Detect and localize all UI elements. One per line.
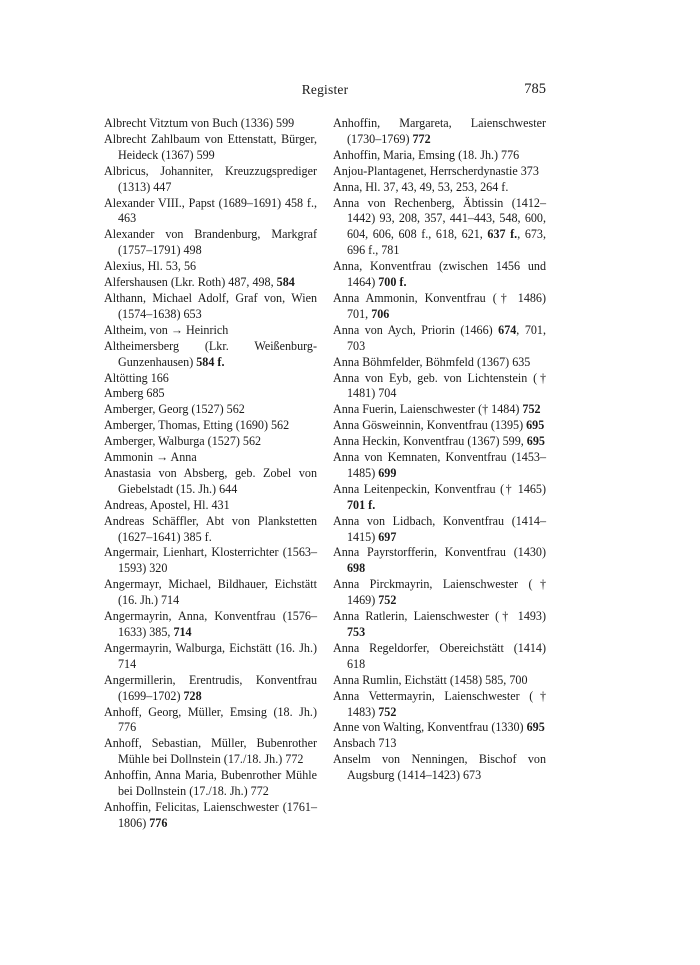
index-entry bbox=[104, 164, 317, 196]
entry-text: Ammonin → Anna bbox=[104, 450, 197, 465]
entry-text: Alexander von Brandenburg, Markgraf (1757–1791) 498 bbox=[104, 227, 317, 258]
entry-text: Anna Leitenpeckin, Konventfrau († 1465) bbox=[333, 481, 546, 496]
entry-bold-page: 772 bbox=[412, 131, 431, 146]
entry-bold-page: 695 bbox=[526, 434, 545, 449]
entry-text: Angermillerin, Erentrudis, Konventfrau (1699–1702) bbox=[104, 672, 317, 703]
index-entry bbox=[104, 291, 317, 323]
index-entry bbox=[333, 116, 546, 148]
index-entry bbox=[333, 323, 546, 355]
entry-text: Anna Ratlerin, Laienschwester († 1493) bbox=[333, 609, 546, 624]
index-entry bbox=[104, 466, 317, 498]
index-entry bbox=[104, 386, 317, 402]
entry-text: Anna von Aych, Priorin (1466) bbox=[333, 322, 499, 337]
entry-text: Anastasia von Absberg, geb. Zobel von Giebelstadt (15. Jh.) 644 bbox=[104, 465, 317, 496]
index-entry bbox=[333, 196, 546, 260]
entry-text: Angermayr, Michael, Bildhauer, Eichstätt (16. Jh.) 714 bbox=[104, 577, 317, 608]
index-entry bbox=[104, 339, 317, 371]
entry-bold-page: 699 bbox=[378, 465, 397, 480]
index-column-right bbox=[333, 116, 546, 784]
index-entry bbox=[333, 689, 546, 721]
entry-text: Anna Böhmfelder, Böhmfeld (1367) 635 bbox=[333, 354, 531, 369]
entry-bold-page: 584 bbox=[276, 275, 295, 290]
index-entry bbox=[104, 323, 317, 339]
index-entry bbox=[333, 164, 546, 180]
index-entry bbox=[333, 180, 546, 196]
entry-text: Anselm von Nenningen, Bischof von Augsburg (1414–1423) 673 bbox=[333, 752, 546, 783]
entry-bold-page: 752 bbox=[522, 402, 541, 417]
entry-text: Anna Fuerin, Laienschwester († 1484) bbox=[333, 402, 523, 417]
index-entry bbox=[333, 482, 546, 514]
entry-bold-page: 776 bbox=[149, 815, 168, 830]
entry-text: Anna Payrstorfferin, Konventfrau (1430) bbox=[333, 545, 546, 560]
index-entry bbox=[333, 514, 546, 546]
index-entry bbox=[104, 227, 317, 259]
page-number: 785 bbox=[524, 81, 546, 97]
entry-text: Anhoffin, Felicitas, Laienschwester (1761–1806) bbox=[104, 799, 317, 830]
index-entry bbox=[104, 275, 317, 291]
index-entry bbox=[104, 673, 317, 705]
entry-bold-page: 752 bbox=[378, 593, 397, 608]
index-entry bbox=[104, 768, 317, 800]
index-entry bbox=[104, 196, 317, 228]
entry-text: Amberg 685 bbox=[104, 386, 165, 401]
index-entry bbox=[104, 609, 317, 641]
entry-text: Alexander VIII., Papst (1689–1691) 458 f., 463 bbox=[104, 195, 317, 226]
running-title: Register bbox=[301, 82, 349, 97]
index-entry bbox=[104, 641, 317, 673]
entry-text: Amberger, Walburga (1527) 562 bbox=[104, 434, 262, 449]
entry-text: Altheimersberg (Lkr. Weißenburg-Gunzenhausen) bbox=[104, 338, 317, 369]
entry-text: Ansbach 713 bbox=[333, 736, 397, 751]
index-entry bbox=[104, 705, 317, 737]
index-entry bbox=[104, 545, 317, 577]
entry-text: Albricus, Johanniter, Kreuzzugsprediger (1313) 447 bbox=[104, 163, 317, 194]
entry-text: Anna Regeldorfer, Obereichstätt (1414) 618 bbox=[333, 640, 546, 671]
index-column-left bbox=[104, 116, 317, 832]
entry-text: Altötting 166 bbox=[104, 370, 169, 385]
entry-text: Angermair, Lienhart, Klosterrichter (1563–1593) 320 bbox=[104, 545, 317, 576]
entry-text: Amberger, Georg (1527) 562 bbox=[104, 402, 245, 417]
entry-bold-page: 637 f. bbox=[487, 227, 518, 242]
index-entry bbox=[333, 450, 546, 482]
entry-text-tail: , 701, 703 bbox=[347, 322, 546, 353]
index-entry bbox=[104, 736, 317, 768]
index-entry bbox=[104, 116, 317, 132]
entry-bold-page: 753 bbox=[347, 625, 366, 639]
entry-bold-page: 706 bbox=[371, 306, 390, 321]
entry-text-tail: , 673, 696 f., 781 bbox=[347, 227, 546, 258]
entry-text: Angermayrin, Anna, Konventfrau (1576–1633) 385, bbox=[104, 609, 317, 639]
entry-bold-page: 701 f. bbox=[347, 497, 376, 512]
entry-bold-page: 698 bbox=[347, 561, 366, 576]
index-entry bbox=[333, 641, 546, 673]
index-entry bbox=[104, 800, 317, 832]
entry-text: Anna Gösweinnin, Konventfrau (1395) bbox=[333, 418, 527, 433]
entry-text: Altheim, von → Heinrich bbox=[104, 322, 229, 337]
entry-text: Anhoffin, Margareta, Laienschwester (1730–1769) bbox=[333, 116, 546, 146]
index-entry bbox=[104, 418, 317, 434]
index-entry bbox=[333, 418, 546, 434]
entry-text: Andreas Schäffler, Abt von Plankstetten (1627–1641) 385 f. bbox=[104, 513, 317, 544]
index-entry bbox=[333, 402, 546, 418]
entry-bold-page: 714 bbox=[173, 625, 192, 639]
index-entry bbox=[104, 402, 317, 418]
entry-bold-page: 584 f. bbox=[196, 354, 225, 369]
entry-text: Anna Pirckmayrin, Laienschwester († 1469) bbox=[333, 577, 546, 608]
entry-bold-page: 674 bbox=[498, 322, 517, 337]
index-entry bbox=[333, 673, 546, 689]
index-entry bbox=[333, 291, 546, 323]
entry-text: Anjou-Plantagenet, Herrscherdynastie 373 bbox=[333, 163, 539, 178]
entry-text: Anne von Walting, Konventfrau (1330) bbox=[333, 720, 527, 735]
entry-text: Anhoff, Georg, Müller, Emsing (18. Jh.) 776 bbox=[104, 704, 317, 735]
entry-text: Anhoffin, Anna Maria, Bubenrother Mühle bei Dollnstein (17./18. Jh.) 772 bbox=[104, 768, 317, 799]
index-entry bbox=[104, 259, 317, 275]
index-entry bbox=[104, 577, 317, 609]
entry-text: Anna von Kemnaten, Konventfrau (1453–1485) bbox=[333, 450, 546, 480]
entry-text: Anna von Eyb, geb. von Lichtenstein († 1481) 704 bbox=[333, 370, 546, 401]
index-entry bbox=[333, 545, 546, 577]
entry-text: Anna Heckin, Konventfrau (1367) 599, bbox=[333, 434, 527, 449]
entry-bold-page: 695 bbox=[526, 418, 545, 433]
index-entry bbox=[333, 148, 546, 164]
index-entry bbox=[333, 720, 546, 736]
entry-text: Angermayrin, Walburga, Eichstätt (16. Jh.) 714 bbox=[104, 640, 317, 671]
index-entry bbox=[104, 498, 317, 514]
index-entry bbox=[333, 259, 546, 291]
entry-text: Anhoffin, Maria, Emsing (18. Jh.) 776 bbox=[333, 147, 520, 162]
index-entry bbox=[104, 371, 317, 387]
index-entry bbox=[104, 450, 317, 466]
entry-bold-page: 700 f. bbox=[378, 275, 407, 290]
index-entry bbox=[333, 736, 546, 752]
entry-bold-page: 697 bbox=[378, 529, 397, 544]
index-entry bbox=[104, 434, 317, 450]
entry-bold-page: 728 bbox=[183, 688, 202, 703]
index-entry bbox=[104, 514, 317, 546]
entry-text: Albrecht Vitztum von Buch (1336) 599 bbox=[104, 116, 295, 130]
entry-text: Amberger, Thomas, Etting (1690) 562 bbox=[104, 418, 290, 433]
index-entry bbox=[333, 371, 546, 403]
index-entry bbox=[333, 752, 546, 784]
index-entry bbox=[333, 434, 546, 450]
running-header bbox=[104, 82, 546, 102]
index-entry bbox=[333, 577, 546, 609]
entry-text: Albrecht Zahlbaum von Ettenstatt, Bürger, Heideck (1367) 599 bbox=[104, 131, 317, 162]
entry-text: Anna Rumlin, Eichstätt (1458) 585, 700 bbox=[333, 672, 528, 687]
entry-text: Anna Vettermayrin, Laienschwester († 1483) bbox=[333, 688, 546, 719]
entry-bold-page: 695 bbox=[526, 720, 545, 735]
entry-text: Alfershausen (Lkr. Roth) 487, 498, bbox=[104, 275, 277, 290]
entry-bold-page: 752 bbox=[378, 704, 397, 719]
entry-text: Anna, Hl. 37, 43, 49, 53, 253, 264 f. bbox=[333, 179, 509, 194]
index-entry bbox=[333, 355, 546, 371]
entry-text: Anna von Lidbach, Konventfrau (1414–1415) bbox=[333, 513, 546, 544]
entry-text: Anna von Rechenberg, Äbtissin (1412–1442) 93, 208, 357, 441–443, 548, 600, 604, 606, 608 f., 618, 621, bbox=[333, 195, 546, 242]
entry-text: Anhoff, Sebastian, Müller, Bubenrother Mühle bei Dollnstein (17./18. Jh.) 772 bbox=[104, 736, 317, 767]
entry-text: Anna Ammonin, Konventfrau († 1486) 701, bbox=[333, 290, 546, 321]
index-entry bbox=[333, 609, 546, 641]
entry-text: Anna, Konventfrau (zwischen 1456 und 1464) bbox=[333, 259, 546, 290]
index-entry bbox=[104, 132, 317, 164]
entry-text: Althann, Michael Adolf, Graf von, Wien (1574–1638) 653 bbox=[104, 290, 317, 321]
entry-text: Andreas, Apostel, Hl. 431 bbox=[104, 497, 230, 512]
entry-text: Alexius, Hl. 53, 56 bbox=[104, 259, 197, 274]
